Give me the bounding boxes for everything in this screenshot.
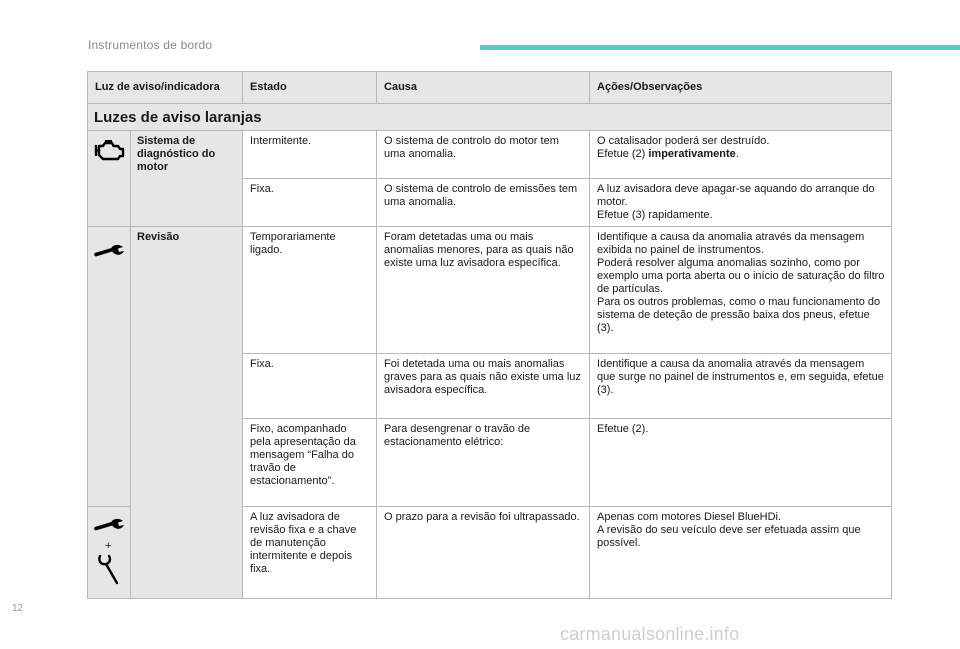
column-header-luz: Luz de aviso/indicadora bbox=[88, 72, 243, 104]
acoes-text: O catalisador poderá ser destruído. Efetue (2) bbox=[597, 135, 770, 160]
causa-cell: Para desengrenar o travão de estacionamento elétrico: bbox=[377, 419, 590, 507]
engine-check-icon bbox=[94, 140, 125, 162]
icon-cell-wrench bbox=[88, 227, 131, 507]
maintenance-key-icon bbox=[97, 554, 121, 586]
icon-cell-maintenance bbox=[88, 507, 131, 599]
wrench-icon bbox=[94, 517, 126, 533]
estado-cell: Intermitente. bbox=[243, 131, 377, 179]
page-number: 12 bbox=[12, 603, 24, 614]
estado-cell: Fixa. bbox=[243, 179, 377, 227]
acoes-cell: Apenas com motores Diesel BlueHDi. A revisão do seu veículo deve ser efetuada assim que possível. bbox=[590, 507, 892, 599]
acoes-cell bbox=[590, 131, 892, 179]
estado-cell: A luz avisadora de revisão fixa e a chave de manutenção intermitente e depois fixa. bbox=[243, 507, 377, 599]
acoes-cell: Identifique a causa da anomalia através da mensagem exibida no painel de instrumentos. Poderá resolver alguma anomalias sozinho, como por exemplo uma porta aberta ou o início de saturação do filtro de partículas. Para os outros problemas, como o mau funcionamento do sistema de deteção de pressão baixa dos pneus, efetue (3). bbox=[590, 227, 892, 354]
table-row bbox=[88, 227, 892, 354]
table-header-row bbox=[88, 72, 892, 104]
estado-cell: Fixa. bbox=[243, 354, 377, 419]
section-header: Instrumentos de bordo bbox=[88, 38, 213, 52]
light-name-revisao: Revisão bbox=[131, 227, 243, 599]
watermark: carmanualsonline.info bbox=[560, 624, 740, 644]
causa-cell: Foram detetadas uma ou mais anomalias menores, para as quais não existe uma luz avisadora específica. bbox=[377, 227, 590, 354]
warning-lights-table bbox=[87, 71, 892, 599]
column-header-acoes: Ações/Observações bbox=[590, 72, 892, 104]
acoes-cell: Efetue (2). bbox=[590, 419, 892, 507]
section-row bbox=[88, 104, 892, 131]
causa-cell: O sistema de controlo de emissões tem uma anomalia. bbox=[377, 179, 590, 227]
acoes-emphasis: imperativamente bbox=[648, 148, 736, 160]
plus-sign: + bbox=[105, 540, 112, 552]
acoes-cell: A luz avisadora deve apagar-se aquando do arranque do motor. Efetue (3) rapidamente. bbox=[590, 179, 892, 227]
causa-cell: O prazo para a revisão foi ultrapassado. bbox=[377, 507, 590, 599]
wrench-icon bbox=[94, 243, 126, 259]
table-row bbox=[88, 131, 892, 179]
estado-cell: Temporariamente ligado. bbox=[243, 227, 377, 354]
column-header-causa: Causa bbox=[377, 72, 590, 104]
light-name-engine: Sistema de diagnóstico do motor bbox=[131, 131, 243, 227]
acoes-text-end: . bbox=[735, 148, 739, 160]
header-accent-bar bbox=[480, 45, 960, 50]
column-header-estado: Estado bbox=[243, 72, 377, 104]
estado-cell: Fixo, acompanhado pela apresentação da mensagem “Falha do travão de estacionamento”. bbox=[243, 419, 377, 507]
causa-cell: Foi detetada uma ou mais anomalias graves para as quais não existe uma luz avisadora específica. bbox=[377, 354, 590, 419]
icon-cell-engine bbox=[88, 131, 131, 227]
section-title: Luzes de aviso laranjas bbox=[88, 104, 892, 131]
causa-cell: O sistema de controlo do motor tem uma anomalia. bbox=[377, 131, 590, 179]
acoes-cell: Identifique a causa da anomalia através da mensagem que surge no painel de instrumentos e, em seguida, efetue (3). bbox=[590, 354, 892, 419]
